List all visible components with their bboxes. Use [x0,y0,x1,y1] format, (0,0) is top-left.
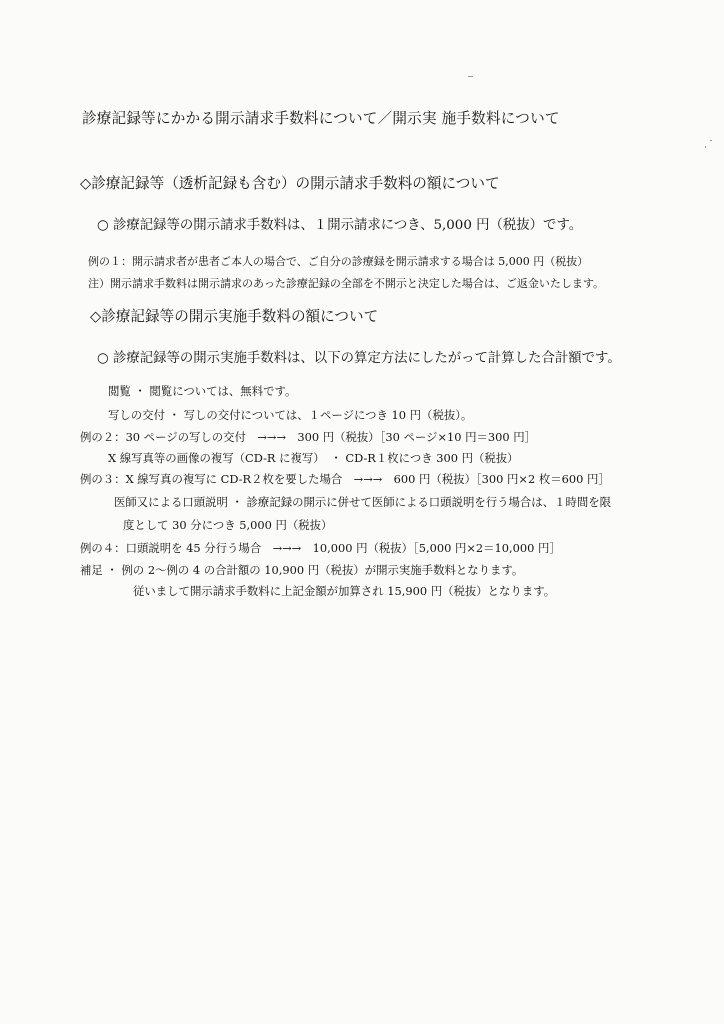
request-fee-statement: ○ 診療記録等の開示請求手数料は、１開示請求につき、5,000 円（税抜）です。 [97,218,583,233]
copy-fee-line: 写しの交付 ・ 写しの交付については、１ページにつき 10 円（税抜）。 [108,408,473,422]
disclosure-fee-statement: ○ 診療記録等の開示実施手数料は、以下の算定方法にしたがって計算した合計額です。 [97,351,621,366]
example-4: 例の４：口頭説明を 45 分行う場合 →→→ 10,000 円（税抜）［5,000 円×2＝10,000 円］ [80,541,561,555]
scan-speck [468,76,473,77]
section-heading-request-fee: ◇診療記録等（透析記録も含む）の開示請求手数料の額について [80,175,500,192]
supplement-total-line: 従いまして開示請求手数料に上記金額が加算され 15,900 円（税抜）となります。 [133,584,556,598]
xray-copy-fee-line: X 線写真等の画像の複写（CD-R に複写） ・ CD-R１枚につき 300 円（税抜） [108,451,519,465]
example-3: 例の３：X 線写真の複写に CD-R２枚を要した場合 →→→ 600 円（税抜）［300 円×2 枚＝600 円］ [80,472,610,486]
scan-speck [710,140,712,141]
scan-speck [705,146,706,148]
refund-note: 注）開示請求手数料は開示請求のあった診療記録の全部を不開示と決定した場合は、ご返金いたします。 [88,277,605,290]
oral-explanation-line-continued: 度として 30 分につき 5,000 円（税抜） [123,518,333,532]
viewing-fee-line: 閲覧 ・ 閲覧については、無料です。 [108,384,297,398]
example-1: 例の１：開示請求者が患者ご本人の場合で、ご自分の診療録を開示請求する場合は 5,000 円（税抜） [88,255,589,268]
document-title: 診療記録等にかかる開示請求手数料について／開示実 施手数料について [82,110,560,127]
oral-explanation-line: 医師又による口頭説明 ・ 診療記録の開示に併せて医師による口頭説明を行う場合は、１時間を限 [114,495,612,509]
example-2: 例の２：30 ページの写しの交付 →→→ 300 円（税抜）［30 ページ×10 円＝300 円］ [80,430,537,444]
supplement-line: 補足 ・ 例の 2〜例の 4 の合計額の 10,900 円（税抜）が開示実施手数料となります。 [80,563,524,577]
section-heading-disclosure-fee: ◇診療記録等の開示実施手数料の額について [90,308,379,325]
